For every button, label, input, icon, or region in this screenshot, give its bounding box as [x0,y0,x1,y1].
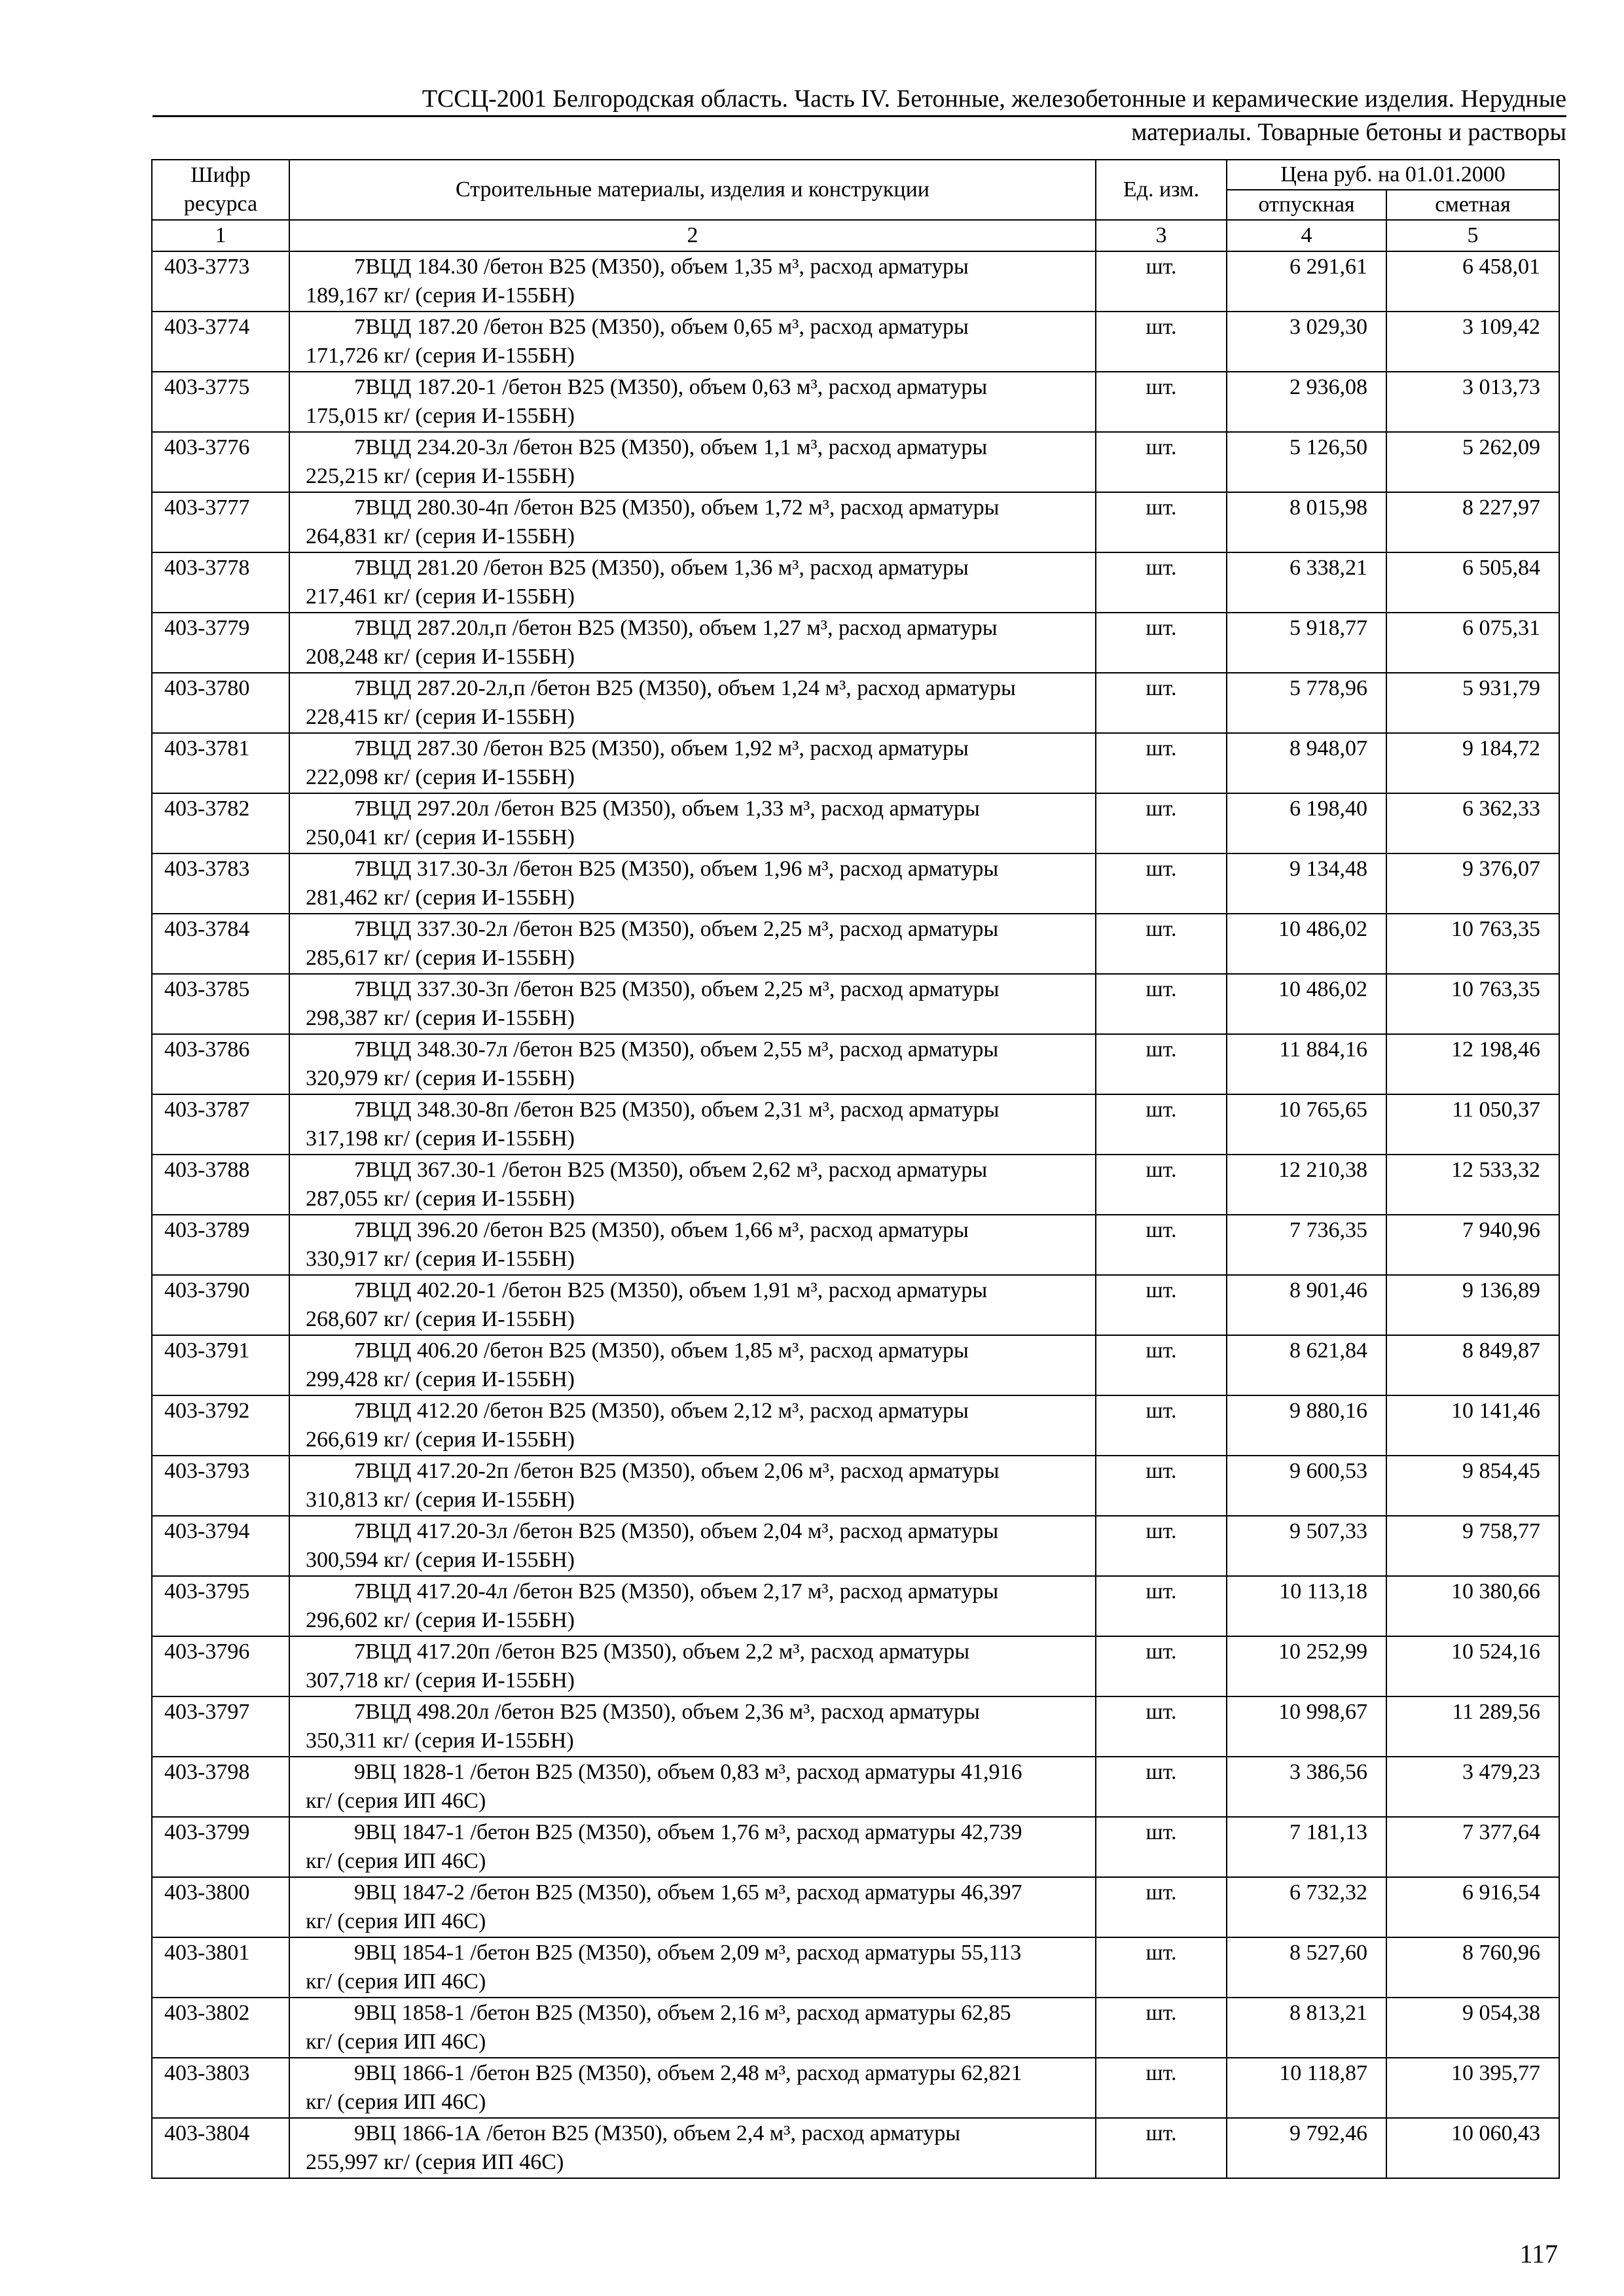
price-table [151,159,1560,2179]
unit: шт. [1096,2118,1227,2178]
estimate-price: 6 362,33 [1386,793,1559,853]
resource-code: 403-3802 [152,1998,289,2058]
unit: шт. [1096,1757,1227,1817]
description-line: 330,917 кг/ (серия И-155БН) [306,1247,575,1271]
header-title-line2: материалы. Товарные бетоны и растворы [1131,118,1566,146]
estimate-price: 7 377,64 [1386,1817,1559,1877]
description-line: 7ВЦД 348.30-7л /бетон B25 (М350), объем 2,55 м³, расход арматуры [354,1037,999,1062]
description-line: 296,602 кг/ (серия И-155БН) [306,1608,575,1632]
material-description [289,552,1096,613]
table-row [152,2118,1559,2178]
description-line: 7ВЦД 187.20 /бетон B25 (М350), объем 0,65 м³, расход арматуры [354,315,969,339]
resource-code: 403-3776 [152,432,289,492]
description-line: 9ВЦ 1847-2 /бетон B25 (М350), объем 1,65 м³, расход арматуры 46,397 [354,1880,1022,1905]
estimate-price: 9 184,72 [1386,733,1559,793]
material-description [289,312,1096,372]
unit: шт. [1096,1998,1227,2058]
header-unit: Ед. изм. [1096,160,1227,220]
description-line: 250,041 кг/ (серия И-155БН) [306,825,575,850]
estimate-price: 12 198,46 [1386,1034,1559,1094]
estimate-price: 5 262,09 [1386,432,1559,492]
resource-code: 403-3780 [152,673,289,733]
estimate-price: 6 075,31 [1386,613,1559,673]
release-price: 10 998,67 [1227,1696,1386,1757]
release-price: 10 113,18 [1227,1576,1386,1636]
material-description [289,492,1096,552]
resource-code: 403-3800 [152,1877,289,1937]
material-description [289,1877,1096,1937]
release-price: 8 948,07 [1227,733,1386,793]
table-row [152,1576,1559,1636]
unit: шт. [1096,1395,1227,1456]
release-price: 6 198,40 [1227,793,1386,853]
estimate-price: 6 916,54 [1386,1877,1559,1937]
material-description [289,853,1096,914]
estimate-price: 10 395,77 [1386,2058,1559,2118]
material-description [289,914,1096,974]
material-description [289,793,1096,853]
release-price: 12 210,38 [1227,1155,1386,1215]
resource-code: 403-3801 [152,1937,289,1998]
description-line: 225,215 кг/ (серия И-155БН) [306,464,575,488]
resource-code: 403-3795 [152,1576,289,1636]
release-price: 8 527,60 [1227,1937,1386,1998]
header-estimate-price: сметная [1386,190,1559,220]
unit: шт. [1096,1456,1227,1516]
material-description [289,1395,1096,1456]
unit: шт. [1096,312,1227,372]
resource-code: 403-3785 [152,974,289,1034]
resource-code: 403-3777 [152,492,289,552]
release-price: 7 736,35 [1227,1215,1386,1275]
material-description [289,251,1096,312]
table-row [152,372,1559,432]
estimate-price: 3 109,42 [1386,312,1559,372]
unit: шт. [1096,1215,1227,1275]
description-line: 7ВЦД 417.20п /бетон B25 (М350), объем 2,2 м³, расход арматуры [354,1640,970,1664]
table-row [152,1395,1559,1456]
estimate-price: 9 376,07 [1386,853,1559,914]
table-row [152,793,1559,853]
resource-code: 403-3775 [152,372,289,432]
estimate-price: 9 758,77 [1386,1516,1559,1576]
unit: шт. [1096,1094,1227,1155]
estimate-price: 5 931,79 [1386,673,1559,733]
description-line: 9ВЦ 1866-1А /бетон B25 (М350), объем 2,4 м³, расход арматуры [354,2121,961,2145]
table-row [152,2058,1559,2118]
description-line: 189,167 кг/ (серия И-155БН) [306,283,575,308]
table-row [152,1696,1559,1757]
release-price: 9 600,53 [1227,1456,1386,1516]
unit: шт. [1096,552,1227,613]
material-description [289,2058,1096,2118]
description-line: 222,098 кг/ (серия И-155БН) [306,765,575,789]
material-description [289,1275,1096,1335]
table-row [152,1215,1559,1275]
description-line: 268,607 кг/ (серия И-155БН) [306,1307,575,1331]
unit: шт. [1096,1576,1227,1636]
estimate-price: 11 050,37 [1386,1094,1559,1155]
description-line: 255,997 кг/ (серия ИП 46С) [306,2150,564,2174]
description-line: 228,415 кг/ (серия И-155БН) [306,705,575,729]
resource-code: 403-3804 [152,2118,289,2178]
material-description [289,1456,1096,1516]
resource-code: 403-3790 [152,1275,289,1335]
release-price: 9 507,33 [1227,1516,1386,1576]
release-price: 10 486,02 [1227,974,1386,1034]
unit: шт. [1096,1034,1227,1094]
description-line: 7ВЦД 417.20-2п /бетон B25 (М350), объем 2,06 м³, расход арматуры [354,1459,1000,1483]
unit: шт. [1096,1516,1227,1576]
description-line: 7ВЦД 417.20-4л /бетон B25 (М350), объем 2,17 м³, расход арматуры [354,1579,999,1604]
estimate-price: 9 054,38 [1386,1998,1559,2058]
description-line: 9ВЦ 1858-1 /бетон B25 (М350), объем 2,16 м³, расход арматуры 62,85 [354,2001,1011,2025]
header-title-line1: ТССЦ-2001 Белгородская область. Часть IV. Бетонные, железобетонные и керамические изделия. Нерудные [153,84,1566,117]
description-line: кг/ (серия ИП 46С) [306,1849,486,1873]
table-row [152,432,1559,492]
table-row [152,1335,1559,1395]
description-line: 298,387 кг/ (серия И-155БН) [306,1006,575,1030]
material-description [289,1696,1096,1757]
resource-code: 403-3774 [152,312,289,372]
header-code: Шифр ресурса [152,160,289,220]
material-description [289,1094,1096,1155]
resource-code: 403-3782 [152,793,289,853]
unit: шт. [1096,1636,1227,1696]
resource-code: 403-3781 [152,733,289,793]
unit: шт. [1096,673,1227,733]
table-row [152,914,1559,974]
resource-code: 403-3791 [152,1335,289,1395]
material-description [289,1817,1096,1877]
estimate-price: 10 763,35 [1386,974,1559,1034]
description-line: 285,617 кг/ (серия И-155БН) [306,946,575,970]
release-price: 8 813,21 [1227,1998,1386,2058]
description-line: 7ВЦД 498.20л /бетон B25 (М350), объем 2,36 м³, расход арматуры [354,1700,980,1724]
description-line: 7ВЦД 348.30-8п /бетон B25 (М350), объем 2,31 м³, расход арматуры [354,1098,1000,1122]
table-row [152,1937,1559,1998]
unit: шт. [1096,1877,1227,1937]
resource-code: 403-3789 [152,1215,289,1275]
unit: шт. [1096,1275,1227,1335]
table-body [152,220,1559,2178]
release-price: 9 880,16 [1227,1395,1386,1456]
description-line: 7ВЦД 297.20л /бетон B25 (М350), объем 1,33 м³, расход арматуры [354,797,980,821]
resource-code: 403-3786 [152,1034,289,1094]
release-price: 6 291,61 [1227,251,1386,312]
resource-code: 403-3779 [152,613,289,673]
resource-code: 403-3799 [152,1817,289,1877]
material-description [289,974,1096,1034]
description-line: кг/ (серия ИП 46С) [306,1909,486,1933]
description-line: 171,726 кг/ (серия И-155БН) [306,344,575,368]
unit: шт. [1096,1817,1227,1877]
release-price: 10 765,65 [1227,1094,1386,1155]
page-header [153,84,1566,147]
unit: шт. [1096,1335,1227,1395]
resource-code: 403-3803 [152,2058,289,2118]
table-row [152,1877,1559,1937]
description-line: 7ВЦД 417.20-3л /бетон B25 (М350), объем 2,04 м³, расход арматуры [354,1519,999,1543]
resource-code: 403-3784 [152,914,289,974]
description-line: 350,311 кг/ (серия И-155БН) [306,1729,574,1753]
description-line: 307,718 кг/ (серия И-155БН) [306,1668,575,1693]
release-price: 6 338,21 [1227,552,1386,613]
table-row [152,1275,1559,1335]
material-description [289,1155,1096,1215]
release-price: 10 252,99 [1227,1636,1386,1696]
release-price: 5 918,77 [1227,613,1386,673]
description-line: 7ВЦД 412.20 /бетон B25 (М350), объем 2,12 м³, расход арматуры [354,1399,969,1423]
table-row [152,733,1559,793]
material-description [289,372,1096,432]
release-price: 3 386,56 [1227,1757,1386,1817]
material-description [289,1034,1096,1094]
estimate-price: 10 060,43 [1386,2118,1559,2178]
table-row [152,613,1559,673]
estimate-price: 9 136,89 [1386,1275,1559,1335]
resource-code: 403-3798 [152,1757,289,1817]
estimate-price: 7 940,96 [1386,1215,1559,1275]
description-line: 281,462 кг/ (серия И-155БН) [306,886,575,910]
description-line: 175,015 кг/ (серия И-155БН) [306,404,575,428]
table-row [152,1817,1559,1877]
release-price: 5 126,50 [1227,432,1386,492]
estimate-price: 8 760,96 [1386,1937,1559,1998]
description-line: 7ВЦД 317.30-3л /бетон B25 (М350), объем 1,96 м³, расход арматуры [354,857,999,881]
table-row [152,492,1559,552]
table-row [152,1034,1559,1094]
table-row [152,1516,1559,1576]
unit: шт. [1096,974,1227,1034]
description-line: 7ВЦД 187.20-1 /бетон B25 (М350), объем 0,63 м³, расход арматуры [354,375,988,399]
description-line: 7ВЦД 367.30-1 /бетон B25 (М350), объем 2,62 м³, расход арматуры [354,1158,988,1182]
resource-code: 403-3783 [152,853,289,914]
column-numbers-row [152,220,1559,251]
release-price: 5 778,96 [1227,673,1386,733]
table-row [152,1094,1559,1155]
estimate-price: 11 289,56 [1386,1696,1559,1757]
material-description [289,733,1096,793]
estimate-price: 10 524,16 [1386,1636,1559,1696]
description-line: кг/ (серия ИП 46С) [306,2030,486,2054]
unit: шт. [1096,1937,1227,1998]
material-description [289,1215,1096,1275]
resource-code: 403-3773 [152,251,289,312]
estimate-price: 10 380,66 [1386,1576,1559,1636]
table-row [152,974,1559,1034]
estimate-price: 10 141,46 [1386,1395,1559,1456]
page-number: 117 [1519,2239,1558,2269]
column-number: 5 [1386,220,1559,251]
unit: шт. [1096,613,1227,673]
column-number: 4 [1227,220,1386,251]
description-line: 7ВЦД 287.20л,п /бетон B25 (М350), объем 1,27 м³, расход арматуры [354,616,998,640]
resource-code: 403-3796 [152,1636,289,1696]
estimate-price: 8 849,87 [1386,1335,1559,1395]
release-price: 3 029,30 [1227,312,1386,372]
column-number: 1 [152,220,289,251]
unit: шт. [1096,914,1227,974]
description-line: 7ВЦД 281.20 /бетон B25 (М350), объем 1,36 м³, расход арматуры [354,556,969,580]
estimate-price: 6 458,01 [1386,251,1559,312]
description-line: 317,198 кг/ (серия И-155БН) [306,1126,575,1151]
unit: шт. [1096,492,1227,552]
unit: шт. [1096,793,1227,853]
header-price: Цена руб. на 01.01.2000 [1227,160,1559,190]
resource-code: 403-3797 [152,1696,289,1757]
description-line: 7ВЦД 287.20-2л,п /бетон B25 (М350), объем 1,24 м³, расход арматуры [354,676,1016,700]
description-line: 7ВЦД 234.20-3л /бетон B25 (М350), объем 1,1 м³, расход арматуры [354,435,988,459]
material-description [289,432,1096,492]
description-line: 9ВЦ 1847-1 /бетон B25 (М350), объем 1,76 м³, расход арматуры 42,739 [354,1820,1022,1844]
release-price: 2 936,08 [1227,372,1386,432]
description-line: 7ВЦД 287.30 /бетон B25 (М350), объем 1,92 м³, расход арматуры [354,736,969,761]
estimate-price: 10 763,35 [1386,914,1559,974]
description-line: 208,248 кг/ (серия И-155БН) [306,645,575,669]
description-line: 9ВЦ 1854-1 /бетон B25 (М350), объем 2,09 м³, расход арматуры 55,113 [354,1941,1022,1965]
table-row [152,1155,1559,1215]
estimate-price: 12 533,32 [1386,1155,1559,1215]
description-line: кг/ (серия ИП 46С) [306,2090,486,2114]
release-price: 9 134,48 [1227,853,1386,914]
material-description [289,1757,1096,1817]
material-description [289,2118,1096,2178]
unit: шт. [1096,853,1227,914]
description-line: кг/ (серия ИП 46С) [306,1969,486,1994]
release-price: 10 486,02 [1227,914,1386,974]
release-price: 10 118,87 [1227,2058,1386,2118]
unit: шт. [1096,2058,1227,2118]
description-line: 7ВЦД 184.30 /бетон B25 (М350), объем 1,35 м³, расход арматуры [354,255,969,279]
resource-code: 403-3778 [152,552,289,613]
description-line: 320,979 кг/ (серия И-155БН) [306,1066,575,1090]
release-price: 8 901,46 [1227,1275,1386,1335]
release-price: 6 732,32 [1227,1877,1386,1937]
release-price: 9 792,46 [1227,2118,1386,2178]
column-number: 3 [1096,220,1227,251]
estimate-price: 6 505,84 [1386,552,1559,613]
description-line: 264,831 кг/ (серия И-155БН) [306,524,575,548]
estimate-price: 3 479,23 [1386,1757,1559,1817]
estimate-price: 3 013,73 [1386,372,1559,432]
resource-code: 403-3793 [152,1456,289,1516]
description-line: 266,619 кг/ (серия И-155БН) [306,1427,575,1452]
description-line: 300,594 кг/ (серия И-155БН) [306,1548,575,1572]
material-description [289,673,1096,733]
description-line: 9ВЦ 1866-1 /бетон B25 (М350), объем 2,48 м³, расход арматуры 62,821 [354,2061,1022,2085]
header-name: Строительные материалы, изделия и конструкции [289,160,1096,220]
description-line: 7ВЦД 280.30-4п /бетон B25 (М350), объем 1,72 м³, расход арматуры [354,495,1000,520]
material-description [289,1516,1096,1576]
release-price: 11 884,16 [1227,1034,1386,1094]
release-price: 8 621,84 [1227,1335,1386,1395]
table-row [152,1636,1559,1696]
resource-code: 403-3792 [152,1395,289,1456]
material-description [289,1576,1096,1636]
release-price: 7 181,13 [1227,1817,1386,1877]
description-line: 9ВЦ 1828-1 /бетон B25 (М350), объем 0,83 м³, расход арматуры 41,916 [354,1760,1022,1784]
material-description [289,1335,1096,1395]
resource-code: 403-3794 [152,1516,289,1576]
table-row [152,853,1559,914]
resource-code: 403-3788 [152,1155,289,1215]
table-row [152,1456,1559,1516]
material-description [289,1937,1096,1998]
unit: шт. [1096,251,1227,312]
description-line: 217,461 кг/ (серия И-155БН) [306,584,575,609]
description-line: 310,813 кг/ (серия И-155БН) [306,1488,575,1512]
table-row [152,312,1559,372]
description-line: 7ВЦД 396.20 /бетон B25 (М350), объем 1,66 м³, расход арматуры [354,1218,969,1242]
table-row [152,251,1559,312]
material-description [289,1998,1096,2058]
description-line: 299,428 кг/ (серия И-155БН) [306,1367,575,1391]
resource-code: 403-3787 [152,1094,289,1155]
description-line: 7ВЦД 337.30-3п /бетон B25 (М350), объем 2,25 м³, расход арматуры [354,977,1000,1001]
estimate-price: 9 854,45 [1386,1456,1559,1516]
unit: шт. [1096,372,1227,432]
unit: шт. [1096,432,1227,492]
unit: шт. [1096,1155,1227,1215]
description-line: 7ВЦД 406.20 /бетон B25 (М350), объем 1,85 м³, расход арматуры [354,1338,969,1363]
unit: шт. [1096,733,1227,793]
description-line: 7ВЦД 402.20-1 /бетон B25 (М350), объем 1,91 м³, расход арматуры [354,1278,988,1302]
description-line: 7ВЦД 337.30-2л /бетон B25 (М350), объем 2,25 м³, расход арматуры [354,917,999,941]
description-line: кг/ (серия ИП 46С) [306,1789,486,1813]
table-row [152,552,1559,613]
material-description [289,613,1096,673]
header-release-price: отпускная [1227,190,1386,220]
release-price: 8 015,98 [1227,492,1386,552]
table-row [152,1998,1559,2058]
column-number: 2 [289,220,1096,251]
table-row [152,673,1559,733]
unit: шт. [1096,1696,1227,1757]
material-description [289,1636,1096,1696]
table-row [152,1757,1559,1817]
estimate-price: 8 227,97 [1386,492,1559,552]
description-line: 287,055 кг/ (серия И-155БН) [306,1187,575,1211]
